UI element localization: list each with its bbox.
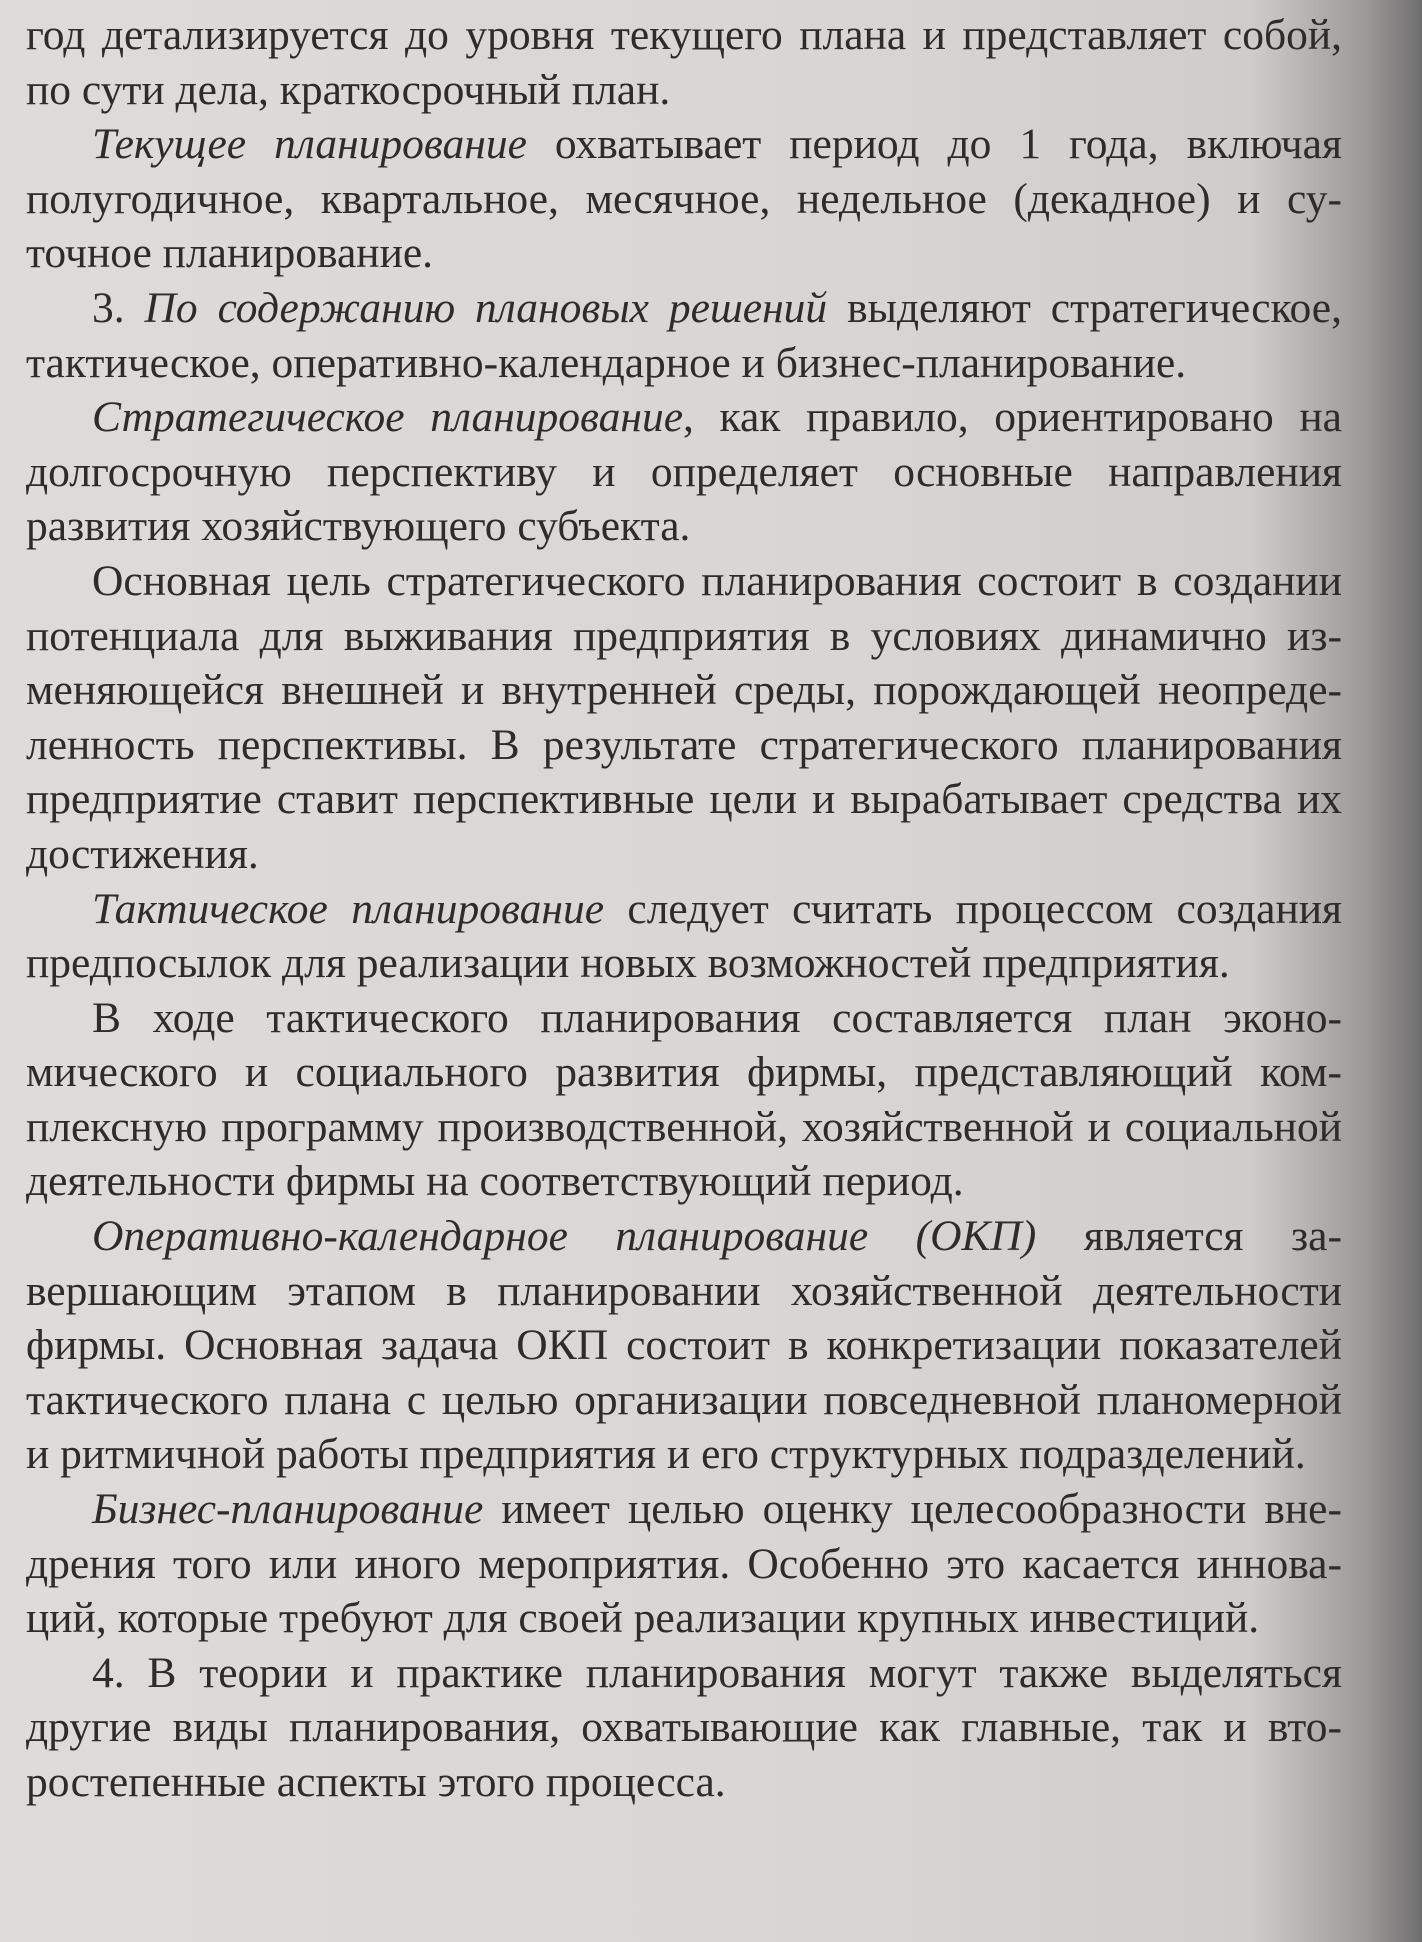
paragraph-text: В ходе тактического планирования составляется план экономического и социального развития фирмы, представляющий комплексную программу производственной, хозяйственной и социальной деятельности фирмы на соответствующий период. <box>26 993 1342 1206</box>
paragraph-text: следует считать процессом создания предпосылок для реализации новых возможностей предприятия. <box>26 884 1343 988</box>
term-strategic-planning: Стратегическое планирование <box>92 393 683 442</box>
term-by-content: По содержанию плановых решений <box>144 283 828 332</box>
paragraph-text: Основная цель стратегического планирования состоит в создании потенциала для выживания предприятия в условиях динамично изменяющейся внешней и внутренней среды, порождающей неопределенность перспективы. В результате стратегического планирования предприятие ставит перспективные цели и вырабатывает средства их достижения. <box>26 556 1342 878</box>
term-operational-planning: Оперативно-календарное планирование (ОКП) <box>92 1212 1037 1261</box>
paragraph-text: , как правило, ориентировано на долгосрочную перспективу и определяет основные направления развития хозяйствующего субъекта. <box>26 393 1342 551</box>
body-text <box>26 8 1342 1810</box>
paragraph-strategic-planning <box>26 390 1342 554</box>
paragraph-continuation <box>26 8 1342 117</box>
paragraph-tactical-planning <box>26 882 1342 991</box>
paragraph-tactical-process <box>26 991 1342 1209</box>
paragraph-text: имеет целью оценку целесообразности внедрения того или иного мероприятия. Особенно это касается инноваций, которые требуют для своей реализации крупных инвестиций. <box>26 1485 1342 1643</box>
paragraph-text: выделяют стратегическое, тактическое, оперативно-календарное и бизнес-планирование. <box>26 283 1342 387</box>
paragraph-strategic-goal <box>26 554 1342 882</box>
term-business-planning: Бизнес-планирование <box>92 1485 484 1534</box>
paragraph-text: год детализируется до уровня текущего плана и представляет собой, по сути дела, краткосрочный план. <box>26 11 1342 114</box>
paragraph-text: охватывает период до 1 года, включая полугодичное, квартальное, месячное, недельное (декадное) и суточное планирование. <box>26 120 1342 278</box>
term-current-planning: Текущее планирование <box>92 120 527 169</box>
paragraph-by-content <box>26 281 1342 390</box>
paragraph-business-planning <box>26 1482 1342 1646</box>
paragraph-other-types <box>26 1646 1342 1810</box>
paragraph-operational-planning <box>26 1209 1342 1482</box>
term-tactical-planning: Тактическое планирование <box>92 884 605 933</box>
list-number: 3. <box>92 283 145 332</box>
paragraph-current-planning <box>26 117 1342 281</box>
paragraph-text: является завершающим этапом в планировании хозяйственной деятельности фирмы. Основная задача ОКП состоит в конкретизации показателей тактического плана с целью организации повседневной планомерной и ритмичной работы предприятия и его структурных подразделений. <box>26 1212 1342 1479</box>
paragraph-text: 4. В теории и практике планирования могут также выделяться другие виды планирования, охватывающие как главные, так и второстепенные аспекты этого процесса. <box>26 1648 1342 1806</box>
